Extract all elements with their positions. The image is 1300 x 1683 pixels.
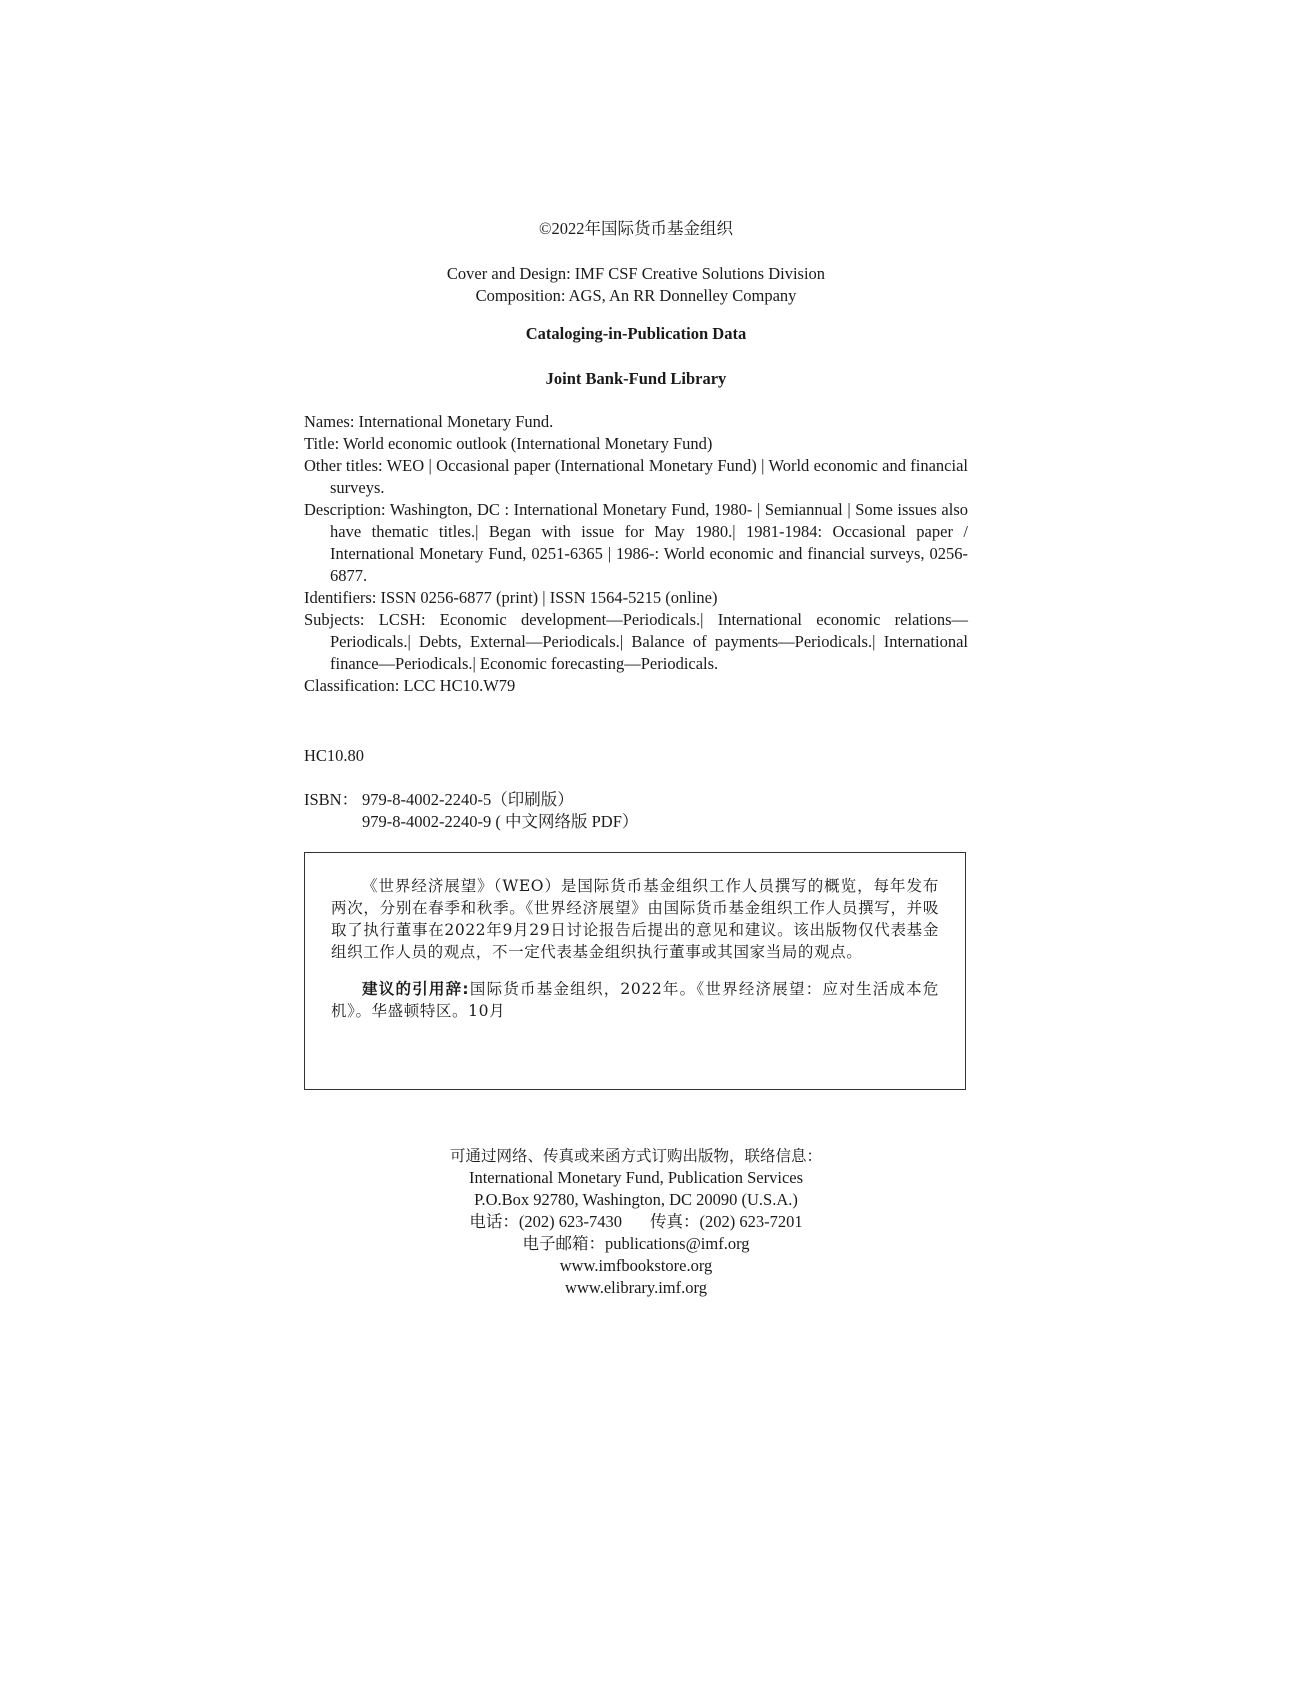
contact-phone-fax <box>304 1211 968 1233</box>
cover-design-credit: Cover and Design: IMF CSF Creative Solutions Division <box>446 264 826 283</box>
citation-paragraph <box>331 978 939 1022</box>
copyright-line: ©2022年国际货币基金组织 <box>538 219 734 238</box>
contact-address: P.O.Box 92780, Washington, DC 20090 (U.S.A.) <box>474 1190 798 1209</box>
weo-note-paragraph: 《世界经济展望》（WEO）是国际货币基金组织工作人员撰写的概览，每年发布两次，分别在春季和秋季。《世界经济展望》由国际货币基金组织工作人员撰写，并吸取了执行董事在2022年9月29日讨论报告后提出的意见和建议。该出版物仅代表基金组织工作人员的观点，不一定代表基金组织执行董事或其国家当局的观点。 <box>331 877 939 961</box>
weo-note-box <box>304 852 966 1090</box>
isbn-block <box>304 789 968 833</box>
contact-org: International Monetary Fund, Publication Services <box>468 1168 804 1187</box>
isbn-label: ISBN： <box>304 790 359 809</box>
isbn-online: 979-8-4002-2240-9 ( 中文网络版 PDF） <box>362 812 639 831</box>
contact-website-bookstore[interactable]: www.imfbookstore.org <box>559 1256 713 1275</box>
isbn-label-spacer <box>304 811 362 833</box>
contact-email[interactable]: 电子邮箱：publications@imf.org <box>522 1234 750 1253</box>
citation-label: 建议的引用辞: <box>362 980 470 998</box>
isbn-print: 979-8-4002-2240-5（印刷版） <box>362 790 574 809</box>
contact-fax: 传真：(202) 623-7201 <box>650 1212 803 1231</box>
cip-entry-other-titles: Other titles: WEO | Occasional paper (International Monetary Fund) | World economic and financial surveys. <box>304 456 968 497</box>
cip-heading: Cataloging-in-Publication Data <box>525 324 747 343</box>
contact-phone: 电话：(202) 623-7430 <box>469 1212 622 1231</box>
library-heading: Joint Bank-Fund Library <box>545 369 727 388</box>
citation-text: 国际货币基金组织，2022年。《世界经济展望：应对生活成本危机》。华盛顿特区。10月 <box>331 980 939 1020</box>
composition-credit: Composition: AGS, An RR Donnelley Company <box>475 286 797 305</box>
contact-website-elibrary[interactable]: www.elibrary.imf.org <box>565 1278 707 1297</box>
contact-intro: 可通过网络、传真或来函方式订购出版物，联络信息： <box>449 1147 822 1165</box>
call-number: HC10.80 <box>304 746 365 765</box>
credits-block <box>304 263 968 307</box>
cip-entry-identifiers: Identifiers: ISSN 0256-6877 (print) | ISSN 1564-5215 (online) <box>304 588 718 607</box>
cip-entry-classification: Classification: LCC HC10.W79 <box>304 676 516 695</box>
cip-entry-names: Names: International Monetary Fund. <box>304 412 554 431</box>
isbn-online-row <box>304 811 968 833</box>
contact-block <box>304 1145 968 1299</box>
cip-entry-title: Title: World economic outlook (International Monetary Fund) <box>304 434 713 453</box>
cip-entry-description: Description: Washington, DC : International Monetary Fund, 1980- | Semiannual | Some issues also have thematic titles.| Began with issue for May 1980.| 1981-1984: Occasional paper / International Monetary Fund, 0251-6365 | 1986-: World economic and financial surveys, 0256-6877. <box>304 500 968 585</box>
cip-entries <box>304 411 968 697</box>
cip-entry-subjects: Subjects: LCSH: Economic development—Periodicals.| International economic relations—Periodicals.| Debts, External—Periodicals.| Balance of payments—Periodicals.| International finance—Periodicals.| Economic forecasting—Periodicals. <box>304 610 968 673</box>
isbn-print-row <box>304 789 968 811</box>
